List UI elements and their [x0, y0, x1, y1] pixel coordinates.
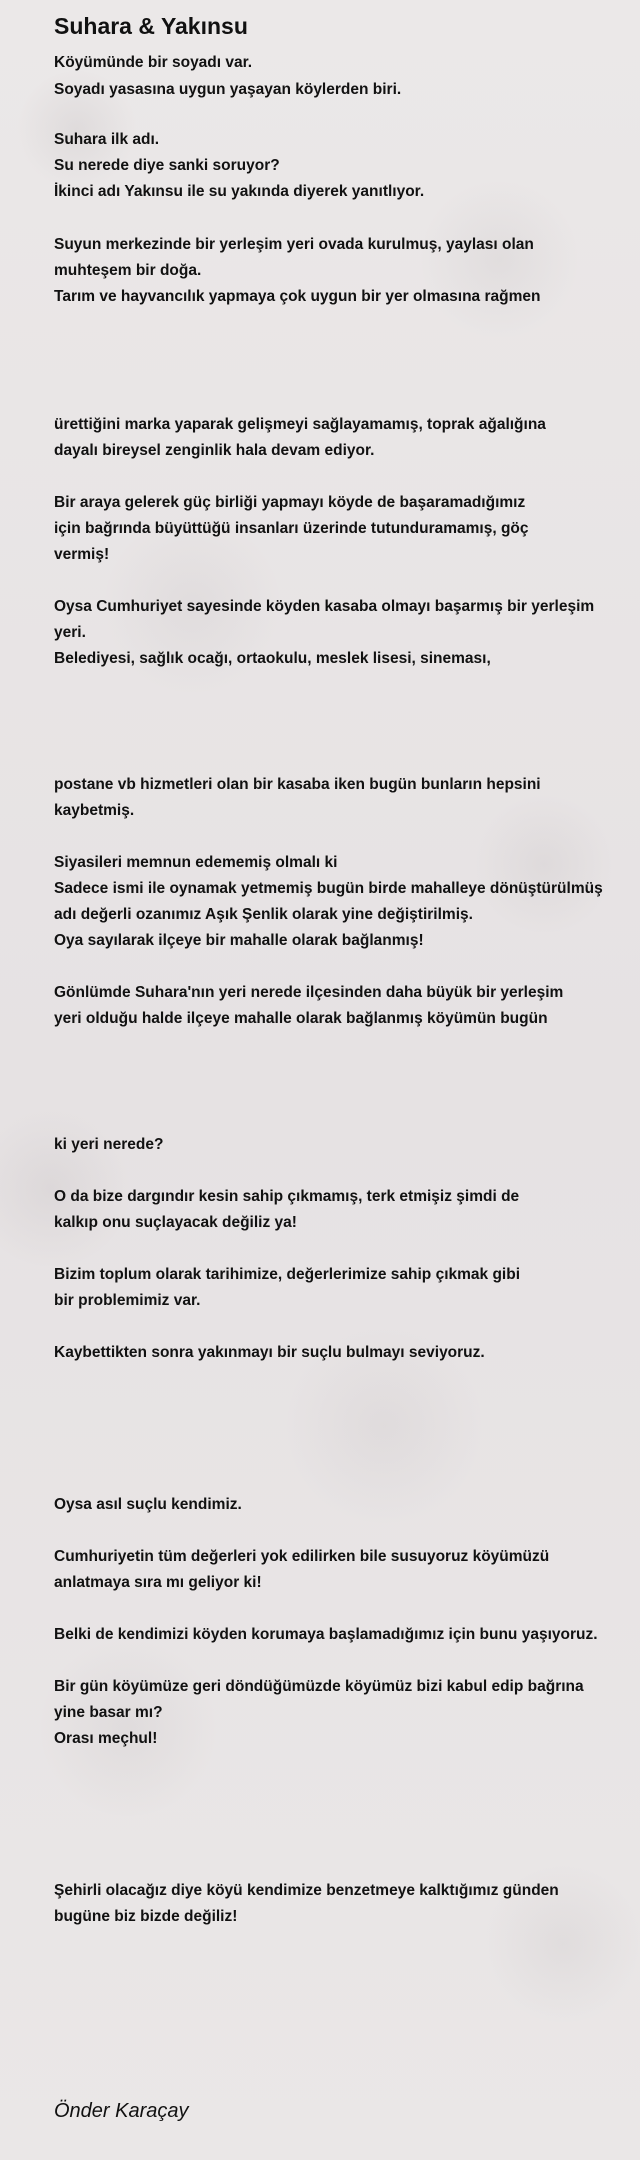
poem-line: için bağrında büyüttüğü insanları üzerinde tutunduramamış, göç: [54, 520, 529, 537]
poem-line: kalkıp onu suçlayacak değiliz ya!: [54, 1214, 297, 1231]
poem-line: Belediyesi, sağlık ocağı, ortaokulu, meslek lisesi, sineması,: [54, 650, 491, 667]
poem-line: Bizim toplum olarak tarihimize, değerlerimize sahip çıkmak gibi: [54, 1266, 520, 1283]
poem-line: Orası meçhul!: [54, 1730, 158, 1747]
poem-line: Siyasileri memnun edememiş olmalı ki: [54, 854, 338, 871]
poem-line: Bir araya gelerek güç birliği yapmayı köyde de başaramadığımız: [54, 494, 526, 511]
poem-line: İkinci adı Yakınsu ile su yakında diyerek yanıtlıyor.: [54, 183, 425, 200]
poem-line: Soyadı yasasına uygun yaşayan köylerden biri.: [54, 81, 402, 98]
poem-line: Cumhuriyetin tüm değerleri yok edilirken bile susuyoruz köyümüzü: [54, 1548, 550, 1565]
poem-line: Oya sayılarak ilçeye bir mahalle olarak bağlanmış!: [54, 932, 424, 949]
poem-line: yeri.: [54, 624, 86, 641]
poem-line: kaybetmiş.: [54, 802, 135, 819]
poem-line: Suhara ilk adı.: [54, 131, 160, 148]
poem-line: Oysa Cumhuriyet sayesinde köyden kasaba olmayı başarmış bir yerleşim: [54, 598, 595, 615]
poem-line: muhteşem bir doğa.: [54, 262, 202, 279]
poem-line: Sadece ismi ile oynamak yetmemiş bugün birde mahalleye dönüştürülmüş: [54, 880, 603, 897]
poem-line: Oysa asıl suçlu kendimiz.: [54, 1496, 242, 1513]
poem-line: Su nerede diye sanki soruyor?: [54, 157, 280, 174]
poem-line: yeri olduğu halde ilçeye mahalle olarak bağlanmış köyümün bugün: [54, 1010, 548, 1027]
poem-line: Suyun merkezinde bir yerleşim yeri ovada kurulmuş, yaylası olan: [54, 236, 534, 253]
poem-line: bir problemimiz var.: [54, 1292, 201, 1309]
poem-line: Köyümünde bir soyadı var.: [54, 54, 253, 71]
poem-line: dayalı bireysel zenginlik hala devam ediyor.: [54, 442, 375, 459]
poem-line: Şehirli olacağız diye köyü kendimize benzetmeye kalktığımız günden: [54, 1882, 559, 1899]
poem-line: Gönlümde Suhara'nın yeri nerede ilçesinden daha büyük bir yerleşim: [54, 984, 564, 1001]
poem-line: postane vb hizmetleri olan bir kasaba iken bugün bunların hepsini: [54, 776, 541, 793]
poem-line: anlatmaya sıra mı geliyor ki!: [54, 1574, 262, 1591]
poem-author: Önder Karaçay: [54, 2100, 189, 2122]
poem-line: adı değerli ozanımız Aşık Şenlik olarak yine değiştirilmiş.: [54, 906, 473, 923]
poem-line: vermiş!: [54, 546, 110, 563]
poem-line: Kaybettikten sonra yakınmayı bir suçlu bulmayı seviyoruz.: [54, 1344, 485, 1361]
poem-title: Suhara & Yakınsu: [54, 13, 248, 39]
poem-line: O da bize dargındır kesin sahip çıkmamış, terk etmişiz şimdi de: [54, 1188, 520, 1205]
poem-line: yine basar mı?: [54, 1704, 163, 1721]
poem-line: ürettiğini marka yaparak gelişmeyi sağlayamamış, toprak ağalığına: [54, 416, 546, 433]
poem-line: bugüne biz bizde değiliz!: [54, 1908, 238, 1925]
poem-line: Tarım ve hayvancılık yapmaya çok uygun bir yer olmasına rağmen: [54, 288, 541, 305]
poem-line: Belki de kendimizi köyden korumaya başlamadığımız için bunu yaşıyoruz.: [54, 1626, 598, 1643]
poem-line: Bir gün köyümüze geri döndüğümüzde köyümüz bizi kabul edip bağrına: [54, 1678, 584, 1695]
poem-line: ki yeri nerede?: [54, 1136, 164, 1153]
